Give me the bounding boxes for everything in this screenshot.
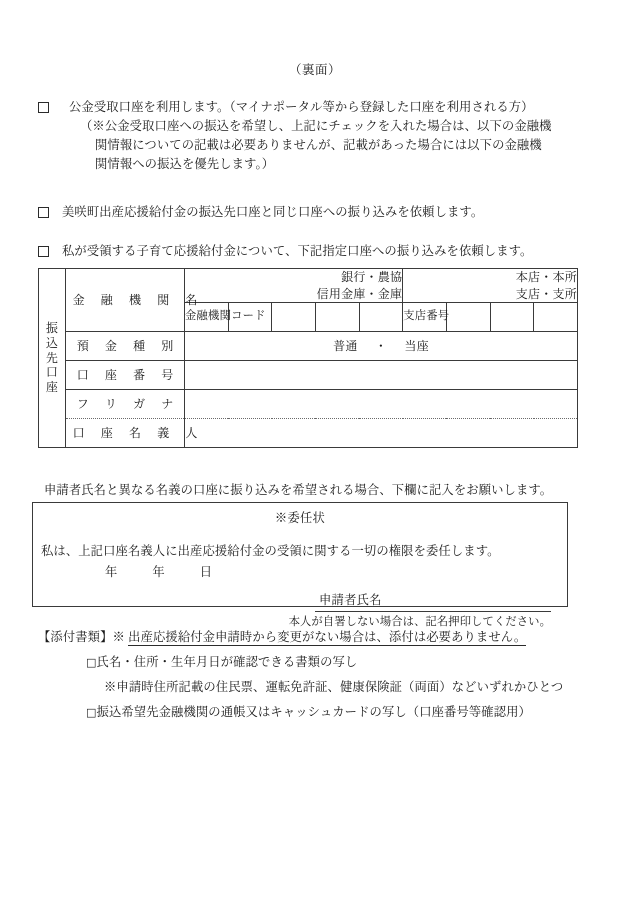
clause-public-money-account-note-line-2: 関情報についての記載は必要ありませんが、記載があった場合には以下の金融機	[95, 138, 542, 153]
vertical-label-char-2: 込	[45, 336, 59, 351]
attachments-heading-underlined: 出産応援給付金申請時から変更がない場合は、添付は必要ありません。	[128, 630, 527, 644]
clause-same-account-row[interactable]	[38, 203, 598, 222]
label-account-number: 口 座 番 号	[66, 361, 185, 390]
date-day-label: 日	[199, 565, 213, 580]
clause-same-account-label: 美咲町出産応援給付金の振込先口座と同じ口座への振り込みを依頼します。	[62, 205, 484, 219]
input-account-holder[interactable]	[185, 419, 578, 448]
checkbox-designated-account[interactable]	[38, 246, 49, 257]
label-institution-name: 金 融 機 関 名	[66, 269, 185, 332]
signature-note: 本人が自署しない場合は、記名押印してください。	[288, 616, 551, 629]
table-row-deposit-type	[39, 332, 578, 361]
label-institution-code: 金融機関コード	[185, 303, 229, 332]
input-branch-number-digit-1[interactable]	[446, 303, 490, 332]
clause-public-money-account-label: 公金受取口座を利用します。（マイナポータル等から登録した口座を利用される方）	[69, 100, 534, 114]
label-deposit-type: 預 金 種 別	[66, 332, 185, 361]
label-account-holder: 口 座 名 義 人	[66, 419, 185, 448]
deposit-type-option-current[interactable]: 当座	[404, 338, 429, 353]
attachment-identity-note: ※申請時住所記載の住民票、運転免許証、健康保険証（両面）などいずれかひとつ	[104, 680, 564, 695]
vertical-label-char-5: 座	[45, 379, 59, 394]
vertical-label-transfer-account	[39, 269, 66, 448]
cell-deposit-type-options[interactable]	[185, 332, 578, 361]
vertical-label-char-1: 振	[45, 321, 59, 336]
input-institution-code-digit-3[interactable]	[315, 303, 359, 332]
checkbox-same-account[interactable]	[38, 207, 49, 218]
label-branch-number: 支店番号	[403, 303, 447, 332]
power-of-attorney-body: 私は、上記口座名義人に出産応援給付金の受領に関する一切の権限を委任します。	[41, 544, 500, 559]
table-row-furigana	[39, 390, 578, 419]
institution-kind-line-1: 銀行・農協	[341, 270, 403, 284]
attachment-item-identity-label: 氏名・住所・生年月日が確認できる書類の写し	[96, 655, 358, 670]
cell-branch-kind[interactable]	[403, 269, 578, 303]
date-year-label: 年	[105, 565, 118, 580]
table-row-institution-kind	[39, 269, 578, 303]
branch-kind-line-1: 本店・本所	[515, 270, 577, 284]
power-of-attorney-box	[32, 502, 568, 629]
signature-field-applicant-name[interactable]: 申請者氏名	[315, 591, 551, 612]
clause-same-account	[38, 203, 598, 222]
cell-institution-kind[interactable]	[185, 269, 403, 303]
input-institution-code-digit-4[interactable]	[359, 303, 403, 332]
deposit-type-option-ordinary[interactable]: 普通	[333, 338, 358, 353]
power-of-attorney-date-line[interactable]	[105, 563, 567, 582]
institution-kind-line-2: 信用金庫・金庫	[316, 286, 403, 301]
attachments-heading	[38, 628, 608, 647]
clause-public-money-account-note-line-3: 関情報への振込を優先します。）	[95, 157, 275, 172]
clause-designated-account-label: 私が受領する子育て応援給付金について、下記指定口座への振り込みを依頼します。	[62, 244, 533, 258]
checkbox-attachment-passbook[interactable]: □	[86, 706, 97, 720]
input-furigana[interactable]	[185, 390, 578, 419]
proxy-note: 申請者氏名と異なる名義の口座に振り込みを希望される場合、下欄に記入をお願いします。	[44, 483, 553, 497]
vertical-label-char-4: 口	[45, 365, 59, 380]
attachments-section	[38, 628, 608, 722]
clause-public-money-account-row[interactable]	[38, 98, 598, 117]
signature-row	[33, 591, 551, 612]
vertical-label-char-3: 先	[45, 350, 59, 365]
attachment-item-passbook-label: 振込希望先金融機関の通帳又はキャッシュカードの写し（口座番号等確認用）	[96, 705, 531, 720]
power-of-attorney-title: ※委任状	[274, 511, 326, 525]
page-side-label: （裏面）	[288, 63, 341, 77]
checkbox-attachment-identity[interactable]: □	[86, 656, 97, 670]
table-row-account-number	[39, 361, 578, 390]
table-row-account-holder	[39, 419, 578, 448]
input-account-number[interactable]	[185, 361, 578, 390]
clause-public-money-account	[38, 98, 598, 174]
label-furigana: フ リ ガ ナ	[66, 390, 185, 419]
attachment-item-passbook[interactable]	[86, 703, 608, 722]
input-branch-number-digit-3[interactable]	[534, 303, 578, 332]
input-institution-code-digit-2[interactable]	[272, 303, 316, 332]
attachment-item-identity[interactable]	[86, 653, 608, 672]
clause-designated-account	[38, 242, 598, 261]
branch-kind-line-2: 支店・支所	[515, 286, 577, 301]
clause-public-money-account-note-line-1: （※公金受取口座への振込を希望し、上記にチェックを入れた場合は、以下の金融機	[80, 119, 552, 134]
attachments-heading-prefix: 【添付書類】※	[38, 630, 125, 644]
input-branch-number-digit-2[interactable]	[490, 303, 534, 332]
checkbox-public-money-account[interactable]	[38, 102, 49, 113]
clause-designated-account-row[interactable]	[38, 242, 598, 261]
bank-account-table	[38, 268, 578, 448]
deposit-type-separator: ・	[374, 338, 388, 353]
date-month-label: 年	[152, 565, 165, 580]
